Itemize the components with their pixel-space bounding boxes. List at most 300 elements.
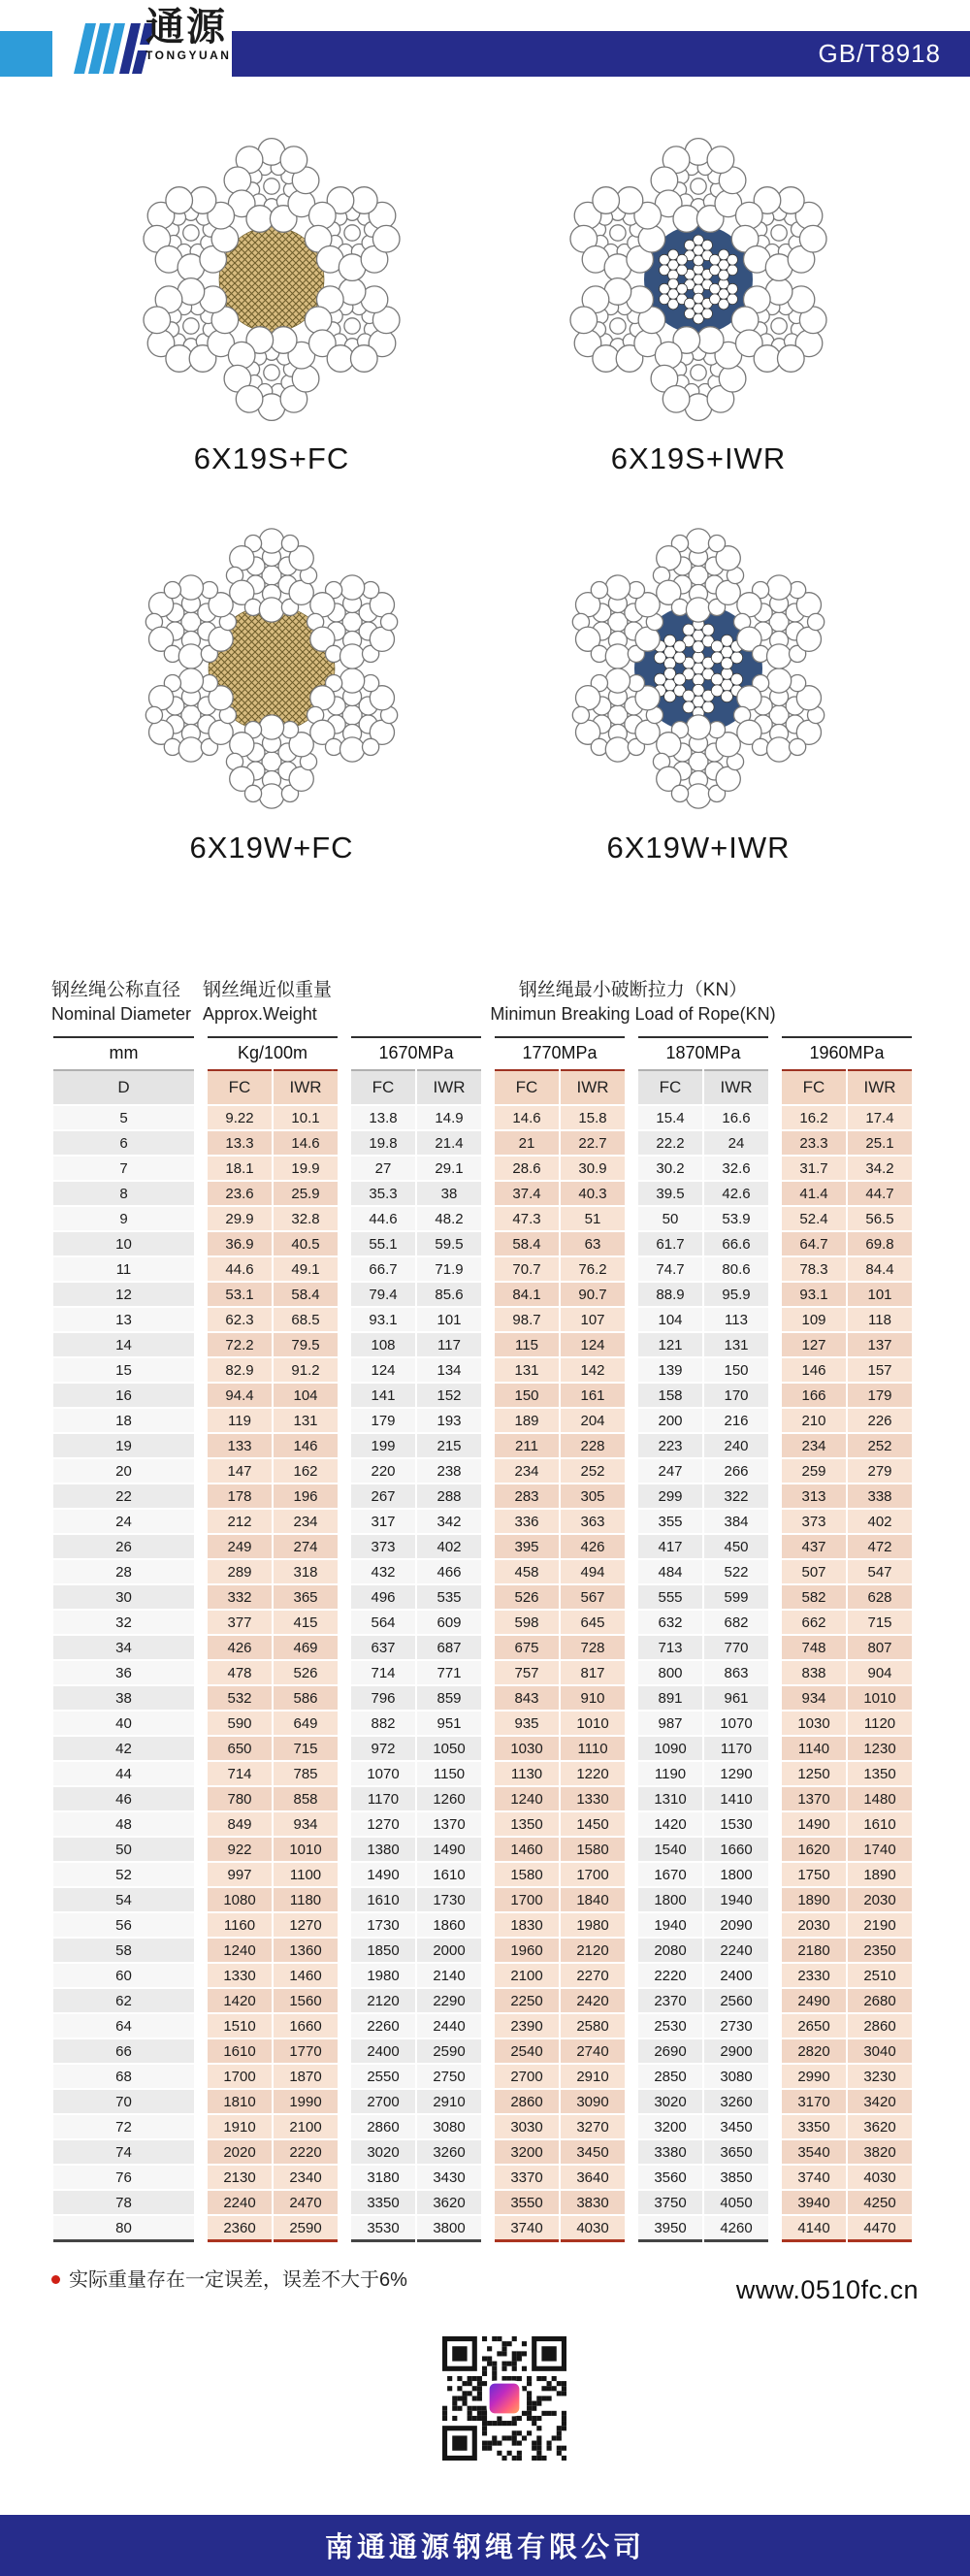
table-cell: 146 <box>274 1434 338 1457</box>
spacer-cell <box>340 2065 349 2088</box>
table-cell: 211 <box>495 1434 559 1457</box>
spacer-cell <box>196 1913 206 1937</box>
table-cell: 1240 <box>495 1787 559 1810</box>
spacer-cell <box>627 1939 636 1962</box>
table-row <box>53 1585 912 1609</box>
table-cell: 41.4 <box>782 1182 846 1205</box>
table-cell: 137 <box>848 1333 912 1356</box>
table-cell: 131 <box>704 1333 768 1356</box>
spacer-cell <box>770 2039 780 2063</box>
spacer-cell <box>483 1409 493 1432</box>
table-cell: 645 <box>561 1611 625 1634</box>
table-cell: 882 <box>351 1712 415 1735</box>
table-cell: 466 <box>417 1560 481 1583</box>
spacer-cell <box>627 1812 636 1836</box>
table-cell: 44 <box>53 1762 194 1785</box>
table-cell: 2540 <box>495 2039 559 2063</box>
table-cell: 437 <box>782 1535 846 1558</box>
table-cell: 228 <box>561 1434 625 1457</box>
table-cell: 1810 <box>208 2090 272 2113</box>
group-header-breaking-load <box>352 978 914 1027</box>
spacer-cell <box>483 1283 493 1306</box>
column-header-cell: IWR <box>274 1069 338 1104</box>
spacer-cell <box>340 2216 349 2242</box>
spacer-cell <box>340 1434 349 1457</box>
table-cell: 283 <box>495 1484 559 1508</box>
spacer-cell <box>770 1182 780 1205</box>
company-footer <box>0 2515 970 2576</box>
footnote-row <box>51 2260 919 2305</box>
table-cell: 15 <box>53 1358 194 1382</box>
table-cell: 44.6 <box>351 1207 415 1230</box>
spacer-cell <box>340 1157 349 1180</box>
table-cell: 133 <box>208 1434 272 1457</box>
table-cell: 2700 <box>495 2065 559 2088</box>
table-cell: 62.3 <box>208 1308 272 1331</box>
spacer-cell <box>770 1636 780 1659</box>
spacer-cell <box>340 1358 349 1382</box>
table-cell: 1870 <box>274 2065 338 2088</box>
spacer-cell <box>340 2014 349 2038</box>
spacer-cell <box>627 2166 636 2189</box>
table-cell: 21 <box>495 1131 559 1155</box>
spacer-cell <box>627 1257 636 1281</box>
table-row <box>53 1762 912 1785</box>
spacer-cell <box>770 1358 780 1382</box>
table-cell: 56.5 <box>848 1207 912 1230</box>
spacer-cell <box>196 2115 206 2138</box>
table-cell: 189 <box>495 1409 559 1432</box>
table-cell: 48 <box>53 1812 194 1836</box>
table-cell: 2100 <box>495 1964 559 1987</box>
table-cell: 267 <box>351 1484 415 1508</box>
spacer-cell <box>340 1812 349 1836</box>
spacer-cell <box>770 1459 780 1483</box>
table-cell: 3450 <box>704 2115 768 2138</box>
spacer-cell <box>627 1182 636 1205</box>
table-cell: 2580 <box>561 2014 625 2038</box>
table-cell: 1890 <box>782 1888 846 1911</box>
spacer-cell <box>483 1182 493 1205</box>
table-cell: 3540 <box>782 2140 846 2164</box>
spacer-cell <box>196 1560 206 1583</box>
table-cell: 40 <box>53 1712 194 1735</box>
spacer-cell <box>196 1762 206 1785</box>
table-cell: 384 <box>704 1510 768 1533</box>
table-cell: 23.3 <box>782 1131 846 1155</box>
table-cell: 3080 <box>417 2115 481 2138</box>
table-cell: 78 <box>53 2191 194 2214</box>
table-cell: 240 <box>704 1434 768 1457</box>
table-cell: 25.9 <box>274 1182 338 1205</box>
table-row <box>53 1484 912 1508</box>
spacer-cell <box>627 1106 636 1129</box>
table-cell: 317 <box>351 1510 415 1533</box>
table-cell: 78.3 <box>782 1257 846 1281</box>
table-cell: 522 <box>704 1560 768 1583</box>
spacer-cell <box>483 2065 493 2088</box>
table-cell: 28 <box>53 1560 194 1583</box>
table-cell: 53.1 <box>208 1283 272 1306</box>
rope-cross-section-image <box>126 523 417 819</box>
spacer-cell <box>340 1712 349 1735</box>
table-cell: 2590 <box>274 2216 338 2242</box>
column-header-cell: FC <box>495 1069 559 1104</box>
spacer-cell <box>483 1384 493 1407</box>
table-cell: 1360 <box>274 1939 338 1962</box>
table-cell: 3260 <box>417 2140 481 2164</box>
table-cell: 564 <box>351 1611 415 1634</box>
table-cell: 934 <box>782 1686 846 1710</box>
table-cell: 28.6 <box>495 1157 559 1180</box>
spacer-cell <box>770 1964 780 1987</box>
table-row <box>53 1157 912 1180</box>
spacer-cell <box>340 1459 349 1483</box>
table-cell: 2240 <box>208 2191 272 2214</box>
spacer-cell <box>627 1661 636 1684</box>
table-cell: 193 <box>417 1409 481 1432</box>
table-cell: 1490 <box>351 1863 415 1886</box>
table-cell: 22.2 <box>638 1131 702 1155</box>
spacer-cell <box>340 1036 349 1067</box>
table-cell: 2130 <box>208 2166 272 2189</box>
table-cell: 338 <box>848 1484 912 1508</box>
table-row <box>53 1939 912 1962</box>
table-cell: 1130 <box>495 1762 559 1785</box>
header-bar <box>232 31 970 77</box>
table-cell: 609 <box>417 1611 481 1634</box>
table-cell: 39.5 <box>638 1182 702 1205</box>
spacer-cell <box>196 1585 206 1609</box>
spacer-cell <box>627 2090 636 2113</box>
table-row <box>53 1333 912 1356</box>
table-cell: 170 <box>704 1384 768 1407</box>
table-row <box>53 1964 912 1987</box>
table-cell: 1580 <box>561 1838 625 1861</box>
spacer-cell <box>196 2140 206 2164</box>
spacer-cell <box>483 1812 493 1836</box>
spacer-cell <box>770 1384 780 1407</box>
table-cell: 2120 <box>561 1939 625 1962</box>
spacer-cell <box>627 1838 636 1861</box>
table-cell: 55.1 <box>351 1232 415 1255</box>
spacer-cell <box>196 1384 206 1407</box>
table-cell: 1010 <box>848 1686 912 1710</box>
table-cell: 157 <box>848 1358 912 1382</box>
table-cell: 3940 <box>782 2191 846 2214</box>
table-cell: 117 <box>417 1333 481 1356</box>
table-cell: 3560 <box>638 2166 702 2189</box>
table-cell: 13.3 <box>208 1131 272 1155</box>
table-cell: 2140 <box>417 1964 481 1987</box>
table-cell: 2240 <box>704 1939 768 1962</box>
table-cell: 223 <box>638 1434 702 1457</box>
table-cell: 131 <box>274 1409 338 1432</box>
table-cell: 79.5 <box>274 1333 338 1356</box>
table-cell: 104 <box>274 1384 338 1407</box>
spacer-cell <box>196 1409 206 1432</box>
table-cell: 1730 <box>351 1913 415 1937</box>
spacer-cell <box>340 1333 349 1356</box>
company-name: 南通通源钢绳有限公司 <box>324 2532 645 2563</box>
table-cell: 37.4 <box>495 1182 559 1205</box>
table-cell: 997 <box>208 1863 272 1886</box>
table-cell: 3430 <box>417 2166 481 2189</box>
table-cell: 56 <box>53 1913 194 1937</box>
spacer-cell <box>627 1863 636 1886</box>
table-cell: 50 <box>53 1838 194 1861</box>
spacer-cell <box>483 1434 493 1457</box>
table-cell: 532 <box>208 1686 272 1710</box>
spacer-cell <box>627 1207 636 1230</box>
table-cell: 2510 <box>848 1964 912 1987</box>
table-cell: 796 <box>351 1686 415 1710</box>
rope-diagram-grid <box>0 78 970 865</box>
table-cell: 687 <box>417 1636 481 1659</box>
table-cell: 373 <box>782 1510 846 1533</box>
table-cell: 472 <box>848 1535 912 1558</box>
table-cell: 1940 <box>638 1913 702 1937</box>
table-cell: 478 <box>208 1661 272 1684</box>
table-cell: 79.4 <box>351 1283 415 1306</box>
table-cell: 1350 <box>495 1812 559 1836</box>
table-cell: 66 <box>53 2039 194 2063</box>
table-cell: 252 <box>848 1434 912 1457</box>
table-row <box>53 1384 912 1407</box>
table-row <box>53 1989 912 2012</box>
spacer-cell <box>770 1913 780 1937</box>
rope-type-label: 6X19S+FC <box>193 441 350 475</box>
table-cell: 402 <box>417 1535 481 1558</box>
spacer-cell <box>196 1207 206 1230</box>
spacer-cell <box>627 1384 636 1407</box>
table-cell: 3750 <box>638 2191 702 2214</box>
table-cell: 1700 <box>495 1888 559 1911</box>
table-cell: 863 <box>704 1661 768 1684</box>
spacer-cell <box>770 1560 780 1583</box>
table-cell: 1270 <box>274 1913 338 1937</box>
table-cell: 3740 <box>782 2166 846 2189</box>
table-cell: 1800 <box>638 1888 702 1911</box>
table-cell: 714 <box>208 1762 272 1785</box>
table-cell: 3020 <box>351 2140 415 2164</box>
table-cell: 3170 <box>782 2090 846 2113</box>
table-cell: 377 <box>208 1611 272 1634</box>
spacer-cell <box>627 1913 636 1937</box>
table-row <box>53 2065 912 2088</box>
spacer-cell <box>483 1762 493 1785</box>
table-cell: 16.6 <box>704 1106 768 1129</box>
table-cell: 29.1 <box>417 1157 481 1180</box>
table-cell: 1490 <box>782 1812 846 1836</box>
spacer-cell <box>196 1661 206 1684</box>
spacer-cell <box>627 1333 636 1356</box>
table-cell: 288 <box>417 1484 481 1508</box>
spacer-cell <box>483 1888 493 1911</box>
table-cell: 4050 <box>704 2191 768 2214</box>
table-cell: 24 <box>53 1510 194 1533</box>
table-cell: 1220 <box>561 1762 625 1785</box>
table-cell: 131 <box>495 1358 559 1382</box>
table-row <box>53 1686 912 1710</box>
spacer-cell <box>770 1257 780 1281</box>
spacer-cell <box>483 2014 493 2038</box>
table-cell: 90.7 <box>561 1283 625 1306</box>
spacer-cell <box>770 1787 780 1810</box>
table-cell: 402 <box>848 1510 912 1533</box>
spacer-cell <box>340 2140 349 2164</box>
table-cell: 1890 <box>848 1863 912 1886</box>
group-header-en: Nominal Diameter <box>51 1004 192 1024</box>
table-cell: 15.4 <box>638 1106 702 1129</box>
table-cell: 46 <box>53 1787 194 1810</box>
table-row <box>53 1737 912 1760</box>
spacer-cell <box>340 1686 349 1710</box>
table-cell: 51 <box>561 1207 625 1230</box>
table-cell: 64.7 <box>782 1232 846 1255</box>
table-cell: 234 <box>495 1459 559 1483</box>
table-cell: 2100 <box>274 2115 338 2138</box>
table-cell: 2860 <box>351 2115 415 2138</box>
table-cell: 16 <box>53 1384 194 1407</box>
spacer-cell <box>196 1989 206 2012</box>
spacer-cell <box>627 1560 636 1583</box>
table-cell: 234 <box>782 1434 846 1457</box>
table-row <box>53 1207 912 1230</box>
table-cell: 13.8 <box>351 1106 415 1129</box>
table-cell: 259 <box>782 1459 846 1483</box>
column-header-cell: FC <box>638 1069 702 1104</box>
spacer-cell <box>770 1069 780 1104</box>
table-cell: 4250 <box>848 2191 912 2214</box>
spacer-cell <box>483 1358 493 1382</box>
table-cell: 1370 <box>782 1787 846 1810</box>
spacer-cell <box>770 1434 780 1457</box>
spacer-cell <box>196 1434 206 1457</box>
spacer-cell <box>340 1384 349 1407</box>
table-cell: 142 <box>561 1358 625 1382</box>
spacer-cell <box>340 1106 349 1129</box>
table-cell: 757 <box>495 1661 559 1684</box>
table-cell: 1660 <box>274 2014 338 2038</box>
spacer-cell <box>196 1232 206 1255</box>
table-cell: 36.9 <box>208 1232 272 1255</box>
spacer-cell <box>340 1510 349 1533</box>
column-header-cell: IWR <box>417 1069 481 1104</box>
spacer-cell <box>340 1308 349 1331</box>
table-cell: 2020 <box>208 2140 272 2164</box>
table-cell: 1610 <box>848 1812 912 1836</box>
spacer-cell <box>483 1232 493 1255</box>
table-cell: 80.6 <box>704 1257 768 1281</box>
spacer-cell <box>627 1358 636 1382</box>
table-cell: 266 <box>704 1459 768 1483</box>
spacer-cell <box>196 1459 206 1483</box>
table-cell: 16.2 <box>782 1106 846 1129</box>
table-cell: 2560 <box>704 1989 768 2012</box>
table-cell: 904 <box>848 1661 912 1684</box>
table-cell: 3950 <box>638 2216 702 2242</box>
table-cell: 3830 <box>561 2191 625 2214</box>
table-cell: 3350 <box>351 2191 415 2214</box>
table-cell: 1120 <box>848 1712 912 1735</box>
table-cell: 1610 <box>208 2039 272 2063</box>
table-cell: 147 <box>208 1459 272 1483</box>
spacer-cell <box>483 2115 493 2138</box>
table-cell: 3620 <box>848 2115 912 2138</box>
spacer-cell <box>196 2216 206 2242</box>
table-cell: 210 <box>782 1409 846 1432</box>
spacer-cell <box>627 2014 636 2038</box>
spacer-cell <box>483 2090 493 2113</box>
table-cell: 76.2 <box>561 1257 625 1281</box>
spacer-cell <box>196 1036 206 1067</box>
spacer-cell <box>340 1484 349 1508</box>
group-header-diameter <box>51 978 191 1027</box>
table-cell: 535 <box>417 1585 481 1609</box>
table-cell: 98.7 <box>495 1308 559 1331</box>
table-cell: 249 <box>208 1535 272 1558</box>
table-cell: 279 <box>848 1459 912 1483</box>
table-cell: 80 <box>53 2216 194 2242</box>
table-cell: 216 <box>704 1409 768 1432</box>
table-cell: 21.4 <box>417 1131 481 1155</box>
table-cell: 101 <box>848 1283 912 1306</box>
table-cell: 274 <box>274 1535 338 1558</box>
table-cell: 70.7 <box>495 1257 559 1281</box>
table-cell: 3020 <box>638 2090 702 2113</box>
table-cell: 3370 <box>495 2166 559 2189</box>
spacer-cell <box>340 2039 349 2063</box>
table-row <box>53 2039 912 2063</box>
table-cell: 1090 <box>638 1737 702 1760</box>
spacer-cell <box>196 1737 206 1760</box>
table-cell: 2650 <box>782 2014 846 2038</box>
table-cell: 1050 <box>417 1737 481 1760</box>
spacer-cell <box>627 1409 636 1432</box>
spacer-cell <box>340 1257 349 1281</box>
table-row <box>53 1283 912 1306</box>
table-cell: 1010 <box>274 1838 338 1861</box>
table-cell: 104 <box>638 1308 702 1331</box>
spacer-cell <box>196 1712 206 1735</box>
spacer-cell <box>340 1863 349 1886</box>
table-cell: 1660 <box>704 1838 768 1861</box>
unit-cell: 1670MPa <box>351 1036 481 1067</box>
spacer-cell <box>196 1611 206 1634</box>
table-cell: 1330 <box>561 1787 625 1810</box>
table-cell: 628 <box>848 1585 912 1609</box>
table-cell: 1170 <box>704 1737 768 1760</box>
spacer-cell <box>340 1888 349 1911</box>
spacer-cell <box>340 1762 349 1785</box>
spacer-cell <box>196 1358 206 1382</box>
weight-note-text: 实际重量存在一定误差，误差不大于6% <box>69 2269 407 2291</box>
spacer-cell <box>770 1207 780 1230</box>
table-cell: 637 <box>351 1636 415 1659</box>
table-cell: 3380 <box>638 2140 702 2164</box>
spacer-cell <box>483 1308 493 1331</box>
spacer-cell <box>627 2191 636 2214</box>
table-cell: 714 <box>351 1661 415 1684</box>
table-cell: 3550 <box>495 2191 559 2214</box>
table-cell: 162 <box>274 1459 338 1483</box>
table-cell: 1080 <box>208 1888 272 1911</box>
spacer-cell <box>483 1964 493 1987</box>
spacer-cell <box>340 2090 349 2113</box>
table-cell: 2340 <box>274 2166 338 2189</box>
table-cell: 951 <box>417 1712 481 1735</box>
